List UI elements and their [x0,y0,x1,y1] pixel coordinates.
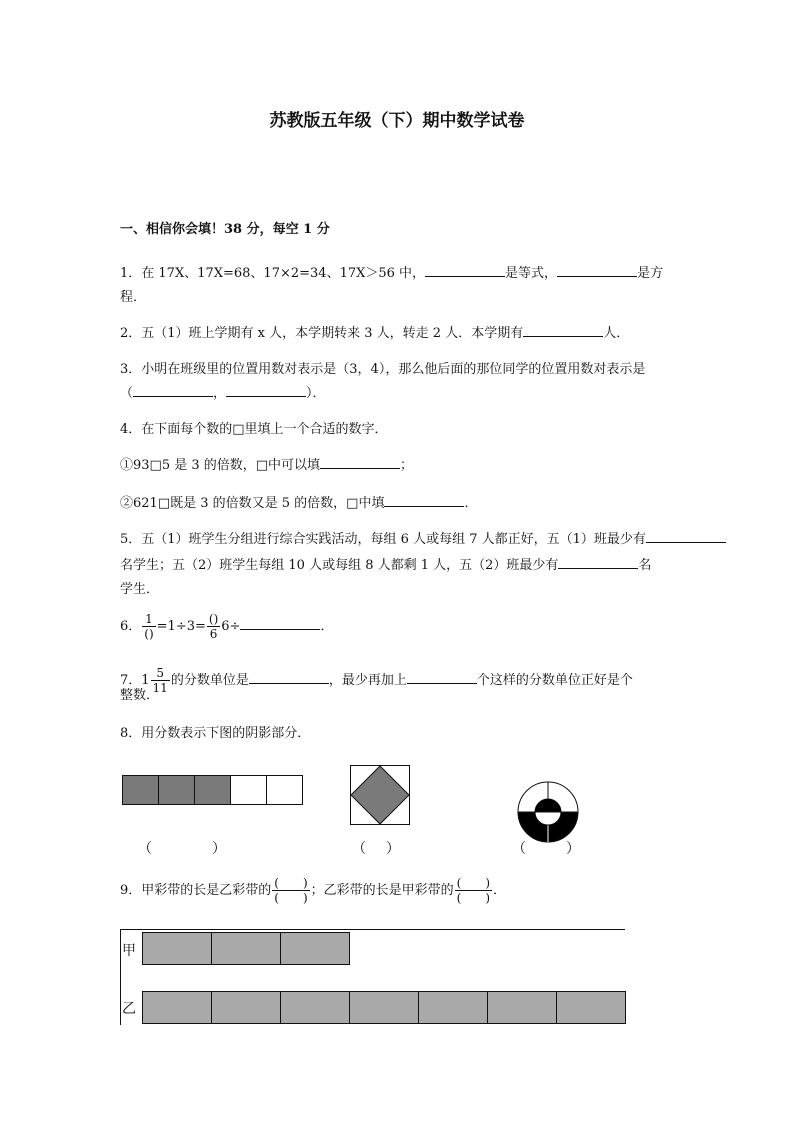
question-9: 9．甲彩带的长是乙彩带的 $\frac{( )}{( )}$ ；乙彩带的长是甲彩带的 $\frac{( )}{( )}$ ． [120,876,507,905]
answer-paren[interactable]: （ ） [512,841,580,857]
answer-blank[interactable] [523,323,603,337]
question-5: 5．五（1）班学生分组进行综合实践活动，每组 6 人或每组 7 人都正好，五（1）班最少有 [120,528,726,547]
ribbon-left-rule [120,929,121,1025]
fraction-blank[interactable]: $\frac{( )}{( )}$ [456,876,491,905]
ribbon-yi-segment [211,991,281,1024]
fraction: $\frac{5}{11}$ [152,666,168,695]
ribbon-yi-segment [349,991,419,1024]
question-8: 8．用分数表示下图的阴影部分． [120,726,311,741]
answer-blank[interactable] [558,555,638,569]
question-5-cont: 名学生；五（2）班学生每组 10 人或每组 8 人都剩 1 人，五（2）班最少有 名 [120,554,651,573]
answer-blank[interactable] [557,263,637,277]
answer-blank[interactable] [249,670,329,684]
answer-paren[interactable]: （ ） [138,841,226,857]
answer-blank[interactable] [133,383,213,397]
question-1: 1．在 17X、17X=68、17×2=34、17X＞56 中， 是等式， 是方 [120,262,663,281]
question-2: 2．五（1）班上学期有 x 人，本学期转来 3 人，转走 2 人．本学期有 人． [120,322,629,341]
shaded-cell [122,775,159,805]
page-title: 苏教版五年级（下）期中数学试卷 [269,111,525,131]
section-heading: 一、相信你会填！38 分，每空 1 分 [120,222,330,237]
answer-blank[interactable] [646,529,726,543]
answer-blank[interactable] [384,493,464,507]
ribbon-label-yi: 乙 [122,1001,136,1017]
question-7-cont: 整数． [120,688,160,703]
ribbon-jia-segment [211,932,281,965]
answer-blank[interactable] [407,670,477,684]
diamond-figure [350,765,410,825]
empty-cell [230,775,267,805]
answer-blank[interactable] [320,455,400,469]
ribbon-jia-segment [142,932,212,965]
ring-figure [516,780,580,844]
fraction: $\frac{1}{()}$ [144,612,154,641]
ribbon-yi-segment [487,991,557,1024]
question-4-part-1: ①93□5 是 3 的倍数，□中可以填 ； [120,454,413,473]
ribbon-yi-segment [280,991,350,1024]
answer-blank[interactable] [240,616,320,630]
ribbon-yi-segment [418,991,488,1024]
ribbon-top-rule [120,929,625,930]
ribbon-jia-segment [280,932,350,965]
question-4-part-2: ②621□既是 3 的倍数又是 5 的倍数，□中填 ． [120,492,477,511]
question-7: 7．1 $\frac{5}{11}$ 的分数单位是 ，最少再加上 个这样的分数单位正好是个 [120,666,633,695]
question-5-cont2: 学生． [120,582,160,597]
question-6: 6． $\frac{1}{()}$ =1÷3= $\frac{()}{6}$ 6÷ ． [120,612,334,641]
question-1-cont: 程． [120,290,147,305]
fraction-blank[interactable]: $\frac{( )}{( )}$ [274,876,308,905]
answer-blank[interactable] [425,263,505,277]
ribbon-label-jia: 甲 [122,943,136,959]
answer-blank[interactable] [226,383,306,397]
question-3-answer: （ ， ）． [120,382,326,401]
answer-paren[interactable]: （ ） [352,841,400,857]
question-4: 4．在下面每个数的□里填上一个合适的数字． [120,422,388,437]
empty-cell [266,775,303,805]
shaded-cell [158,775,195,805]
ribbon-yi-segment [556,991,626,1024]
fraction: $\frac{()}{6}$ [208,612,219,641]
shaded-cell [194,775,231,805]
ribbon-yi-segment [142,991,212,1024]
question-3: 3．小明在班级里的位置用数对表示是（3，4），那么他后面的那位同学的位置用数对表示是 [120,362,646,377]
